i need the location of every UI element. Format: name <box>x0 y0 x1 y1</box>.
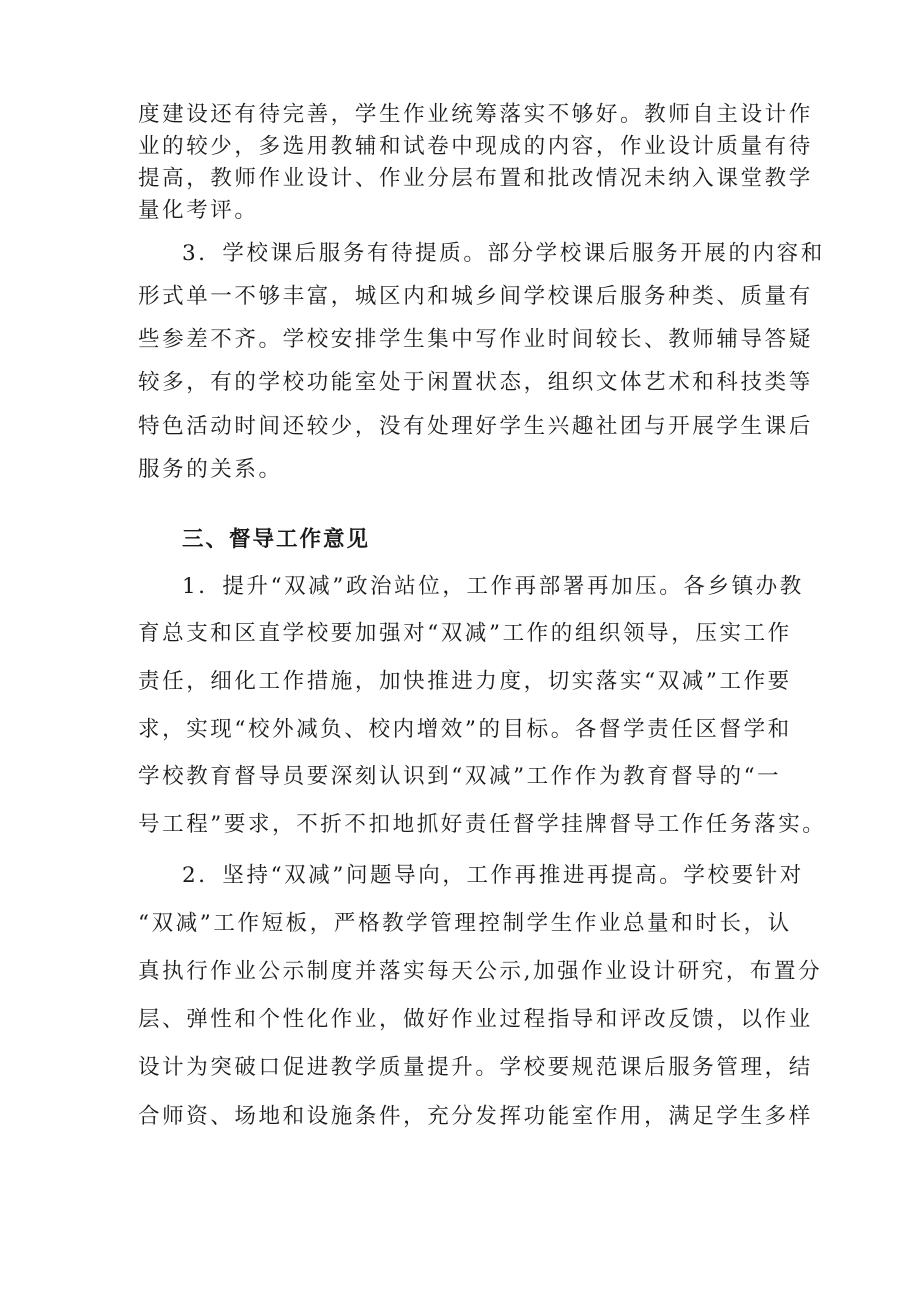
para4-line: “双减”工作短板，严格教学管理控制学生作业总量和时长，认 <box>138 911 792 936</box>
para2-line: 特色活动时间还较少，没有处理好学生兴趣社团与开展学生课后 <box>138 414 813 439</box>
para3-line: 学校教育督导员要深刻认识到“双减”工作作为教育督导的“一 <box>138 764 782 789</box>
para2-line: 些参差不齐。学校安排学生集中写作业时间较长、教师辅导答疑 <box>138 327 813 352</box>
para1-line: 量化考评。 <box>138 198 259 223</box>
para3-line: 1．提升“双减”政治站位，工作再部署再加压。各乡镇办教 <box>182 574 804 599</box>
para3-line: 责任，细化工作措施，加快推进力度，切实落实“双减”工作要 <box>138 669 792 694</box>
para2-line: 3．学校课后服务有待提质。部分学校课后服务开展的内容和 <box>182 241 825 266</box>
para1-line: 提高，教师作业设计、作业分层布置和批改情况未纳入课堂教学 <box>138 166 813 191</box>
para3-line: 号工程”要求，不折不扣地抓好责任督学挂牌督导工作任务落实。 <box>138 812 827 837</box>
para1-line: 度建设还有待完善，学生作业统筹落实不够好。教师自主设计作 <box>138 102 813 127</box>
para3-line: 求，实现“校外减负、校内增效”的目标。各督学责任区督学和 <box>138 717 792 742</box>
para4-line: 合师资、场地和设施条件，充分发挥功能室作用，满足学生多样 <box>138 1104 813 1129</box>
para4-line: 设计为突破口促进教学质量提升。学校要规范课后服务管理，结 <box>138 1055 813 1080</box>
para3-line: 育总支和区直学校要加强对“双减”工作的组织领导，压实工作 <box>138 621 792 646</box>
para2-line: 形式单一不够丰富，城区内和城乡间学校课后服务种类、质量有 <box>138 284 813 309</box>
para2-line: 较多，有的学校功能室处于闲置状态，组织文体艺术和科技类等 <box>138 370 813 395</box>
para1-line: 业的较少，多选用教辅和试卷中现成的内容，作业设计质量有待 <box>138 134 813 159</box>
para2-line: 服务的关系。 <box>138 457 283 482</box>
para4-line: 2．坚持“双减”问题导向，工作再推进再提高。学校要针对 <box>182 863 804 888</box>
section-heading: 三、督导工作意见 <box>182 527 371 552</box>
para4-line: 层、弹性和个性化作业，做好作业过程指导和评改反馈，以作业 <box>138 1007 813 1032</box>
para4-line: 真执行作业公示制度并落实每天公示,加强作业设计研究，布置分 <box>138 959 823 984</box>
